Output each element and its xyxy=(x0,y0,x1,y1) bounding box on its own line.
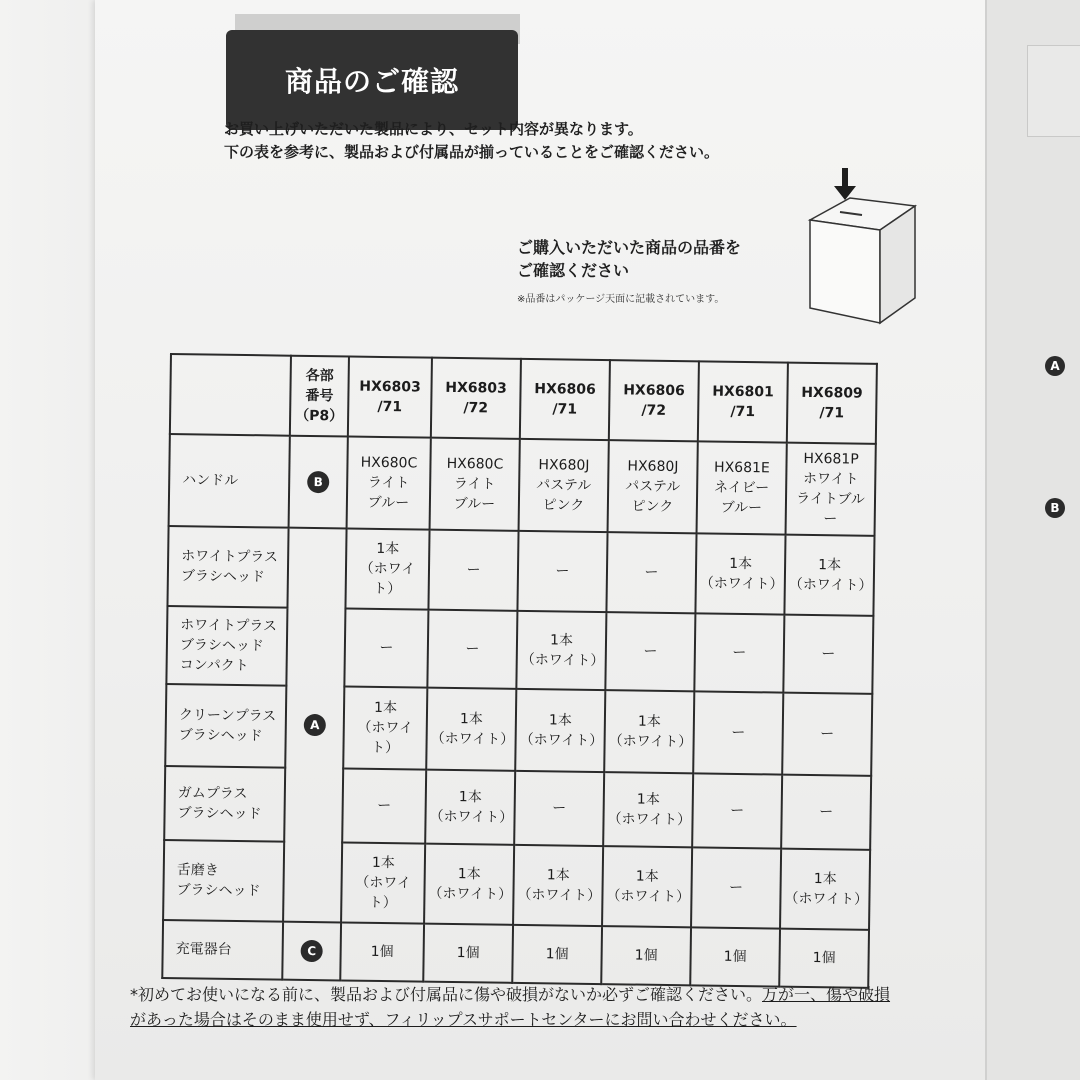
brush-head-value-line: 1本 xyxy=(548,712,572,729)
brush-head-value-cell xyxy=(341,842,425,923)
brush-head-value-line: ー xyxy=(552,800,567,817)
contents-table xyxy=(161,353,965,989)
brush-head-value-line: （ホワイト） xyxy=(784,890,869,908)
model-code-line: HX6803 xyxy=(445,379,507,397)
brush-head-value-cell xyxy=(514,771,604,846)
brush-head-value-line: ー xyxy=(466,562,481,579)
adjacent-marker-b: B xyxy=(1045,498,1065,518)
header-ref-line: 各部 xyxy=(305,367,334,385)
ref-cell-handle xyxy=(289,436,348,529)
model-header-cell xyxy=(431,358,521,439)
table-row-brush-head xyxy=(164,766,960,851)
handle-value-line: HX680C xyxy=(446,455,504,473)
brush-head-value-line: ー xyxy=(730,802,745,820)
handle-value-line: ブルー xyxy=(367,494,410,512)
row-label-brush-head xyxy=(167,526,288,608)
handle-value-line: HX680J xyxy=(627,458,679,476)
purchase-note: ※品番はパッケージ天面に記載されています。 xyxy=(517,294,725,305)
brush-head-value-cell xyxy=(780,849,870,930)
handle-value-cell xyxy=(786,443,876,536)
brush-head-value-cell xyxy=(605,612,695,691)
brush-head-value-line: 1本 xyxy=(549,632,574,649)
brush-head-value-cell xyxy=(691,847,781,928)
handle-value-cell xyxy=(697,441,787,534)
brush-head-value-line: 1本 xyxy=(376,540,400,558)
handle-value-line: ピンク xyxy=(631,498,674,516)
charger-value-cell: 1個 xyxy=(690,927,780,986)
ref-badge-a: A xyxy=(304,714,326,736)
ref-cell-charger xyxy=(282,922,341,981)
section-title: 商品のご確認 xyxy=(284,65,459,98)
brush-head-value-line: ー xyxy=(555,563,570,580)
brush-head-value-cell xyxy=(427,610,517,689)
handle-value-line: ブルー xyxy=(453,495,496,513)
charger-value-cell: 1個 xyxy=(779,929,869,988)
brush-head-value-cell xyxy=(344,608,428,687)
brush-head-label-line: ガムプラス xyxy=(177,785,248,803)
brush-head-value-line: （ホワイト） xyxy=(430,730,515,748)
table-row-brush-head xyxy=(165,684,961,777)
handle-value-line: HX681P xyxy=(803,450,859,468)
brush-head-value-cell xyxy=(603,772,693,847)
model-header-cell xyxy=(520,359,610,440)
brush-head-value-line: 1本 xyxy=(636,791,660,808)
brush-head-label-line: ブラシヘッド xyxy=(176,882,261,900)
row-label-brush-head xyxy=(164,766,285,842)
brush-head-value-line: 1本 xyxy=(546,867,570,884)
brush-head-value-line: （ホワイト） xyxy=(699,575,784,593)
charger-value-cell: 1個 xyxy=(512,925,602,984)
adjacent-page-panel xyxy=(1027,45,1080,137)
brush-head-value-line: 1本 xyxy=(457,866,481,883)
brush-head-value-line: 1本 xyxy=(813,871,837,888)
table-row-brush-head xyxy=(167,526,963,617)
brush-head-value-line: （ホワイト） xyxy=(359,560,416,598)
brush-head-label-line: ホワイトプラス xyxy=(181,548,279,566)
handle-value-line: HX680C xyxy=(360,454,418,472)
handle-value-cell xyxy=(430,438,520,531)
brush-head-value-cell xyxy=(516,611,606,690)
table-row-brush-head xyxy=(166,606,962,695)
brush-head-value-line: ー xyxy=(644,564,659,581)
package-box-illustration xyxy=(800,168,920,328)
handle-value-line: HX681E xyxy=(713,459,770,477)
brush-head-value-cell xyxy=(692,773,782,848)
footnote-part-1: *初めてお使いになる前に、製品および付属品に傷や破損がないか必ずご確認ください。 xyxy=(130,985,763,1004)
row-label-brush-head xyxy=(165,684,286,768)
header-empty-cell xyxy=(170,354,291,436)
down-arrow-icon xyxy=(834,168,856,200)
brush-head-value-line: 1本 xyxy=(729,555,753,573)
ref-badge-b: B xyxy=(307,471,329,493)
brush-head-value-cell xyxy=(343,686,427,769)
brush-head-value-cell xyxy=(695,533,785,614)
brush-head-label-line: ブラシヘッド xyxy=(180,568,265,586)
handle-value-line: ライトブルー xyxy=(796,490,865,528)
brush-head-value-line: ー xyxy=(728,879,744,897)
purchase-line-2: ご確認ください xyxy=(517,261,630,280)
header-ref-line: （P8） xyxy=(295,407,344,425)
brush-head-value-line: （ホワイト） xyxy=(608,733,693,751)
table-row-charger xyxy=(162,920,958,989)
brush-head-value-cell xyxy=(784,535,874,616)
brush-head-value-line: ー xyxy=(819,804,834,821)
footnote-part-3: があった場合はそのまま使用せず、フィリップスサポートセンターにお問い合わせください。 xyxy=(130,1010,797,1029)
handle-value-line: パステル xyxy=(625,478,681,496)
model-header-cell xyxy=(787,363,877,444)
model-code-line: /71 xyxy=(730,403,756,421)
brush-head-value-line: （ホワイト） xyxy=(519,731,604,750)
brush-head-value-line: （ホワイト） xyxy=(606,888,691,906)
brush-head-value-cell xyxy=(604,690,694,773)
table-header-row xyxy=(170,354,966,445)
brush-head-value-cell xyxy=(517,531,607,612)
purchase-line-1: ご購入いただいた商品の品番を xyxy=(517,238,742,257)
brush-head-value-line: 1本 xyxy=(373,699,398,717)
charger-value-cell: 1個 xyxy=(601,926,691,985)
brush-head-value-line: 1本 xyxy=(371,854,395,872)
model-code-line: /71 xyxy=(552,401,578,418)
brush-head-value-line: 1本 xyxy=(459,711,483,728)
ref-badge-c: C xyxy=(301,940,323,962)
brush-head-value-cell xyxy=(783,615,873,694)
brush-head-value-line: ー xyxy=(731,724,746,742)
brush-head-label-line: クリーンプラス xyxy=(178,707,277,725)
intro-line-2: 下の表を参考に、製品および付属品が揃っていることをご確認ください。 xyxy=(224,143,720,161)
handle-value-line: パステル xyxy=(536,477,592,494)
brush-head-value-line: （ホワイト） xyxy=(517,886,602,905)
brush-head-value-line: （ホワイト） xyxy=(428,885,513,903)
brush-head-value-line: 1本 xyxy=(637,713,661,730)
ref-cell-brush-heads xyxy=(283,528,346,923)
brush-head-label-line: 舌磨き xyxy=(176,862,219,879)
brush-head-value-cell xyxy=(693,691,783,774)
brush-head-value-cell xyxy=(513,845,603,926)
row-label-charger: 充電器台 xyxy=(162,920,283,980)
handle-value-line: ホワイト xyxy=(802,470,859,488)
model-code-line: HX6803 xyxy=(359,378,421,396)
brush-head-value-line: 1本 xyxy=(818,557,842,574)
footnote xyxy=(130,982,980,1032)
brush-head-value-cell xyxy=(345,528,429,609)
brush-head-value-line: ー xyxy=(379,639,394,657)
brush-head-label-line: ブラシヘッド xyxy=(179,637,265,655)
brush-head-value-cell xyxy=(781,775,871,850)
row-label-brush-head xyxy=(166,606,287,686)
brush-head-value-cell xyxy=(425,770,515,845)
handle-value-line: ピンク xyxy=(542,497,585,514)
brush-head-value-line: ー xyxy=(465,641,480,658)
brush-head-value-cell xyxy=(342,768,426,843)
charger-value-cell: 1個 xyxy=(423,924,513,983)
brush-head-value-cell xyxy=(606,532,696,613)
model-header-cell xyxy=(698,361,788,442)
row-label-handle: ハンドル xyxy=(169,434,290,528)
model-code-line: HX6806 xyxy=(534,381,596,398)
brush-head-value-line: ー xyxy=(821,646,836,663)
handle-value-line: ネイビー xyxy=(713,479,770,497)
brush-head-value-line: （ホワイト） xyxy=(429,808,514,826)
brush-head-value-line: （ホワイト） xyxy=(788,576,873,594)
model-code-line: /72 xyxy=(463,400,489,417)
model-code-line: /71 xyxy=(377,398,403,416)
brush-head-value-line: ー xyxy=(643,643,658,660)
header-ref-line: 番号 xyxy=(305,387,334,405)
brush-head-label-line: ホワイトプラス xyxy=(180,617,278,635)
brush-head-value-line: （ホワイト） xyxy=(355,874,412,912)
row-label-brush-head xyxy=(163,840,284,922)
brush-head-value-line: （ホワイト） xyxy=(520,651,605,670)
brush-head-value-line: 1本 xyxy=(635,868,659,885)
section-title-box xyxy=(226,30,518,130)
brush-head-value-cell xyxy=(515,689,605,772)
brush-head-value-cell xyxy=(424,844,514,925)
handle-value-line: ライト xyxy=(453,475,496,493)
handle-value-line: ブルー xyxy=(720,499,763,517)
brush-head-value-cell xyxy=(428,530,518,611)
brush-head-value-line: （ホワイト） xyxy=(357,719,414,757)
charger-value-cell: 1個 xyxy=(340,922,424,981)
brush-head-value-cell xyxy=(694,613,784,692)
brush-head-value-line: ー xyxy=(377,797,392,815)
header-ref-cell xyxy=(290,356,349,437)
brush-head-value-line: ー xyxy=(820,726,835,743)
model-code-line: /72 xyxy=(641,402,667,419)
model-code-line: /71 xyxy=(819,405,845,422)
adjacent-marker-a: A xyxy=(1045,356,1065,376)
model-code-line: HX6809 xyxy=(801,384,863,402)
brush-head-label-line: ブラシヘッド xyxy=(178,727,263,745)
brush-head-value-cell xyxy=(782,693,872,776)
brush-head-value-line: 1本 xyxy=(458,789,482,806)
brush-head-label-line: ブラシヘッド xyxy=(177,805,262,823)
model-code-line: HX6806 xyxy=(623,382,685,400)
brush-head-value-line: ー xyxy=(732,644,747,662)
handle-value-cell xyxy=(347,436,431,529)
handle-value-line: HX680J xyxy=(538,457,590,474)
table-row-brush-head xyxy=(163,840,959,931)
brush-head-value-line: （ホワイト） xyxy=(607,811,692,829)
handle-value-cell xyxy=(608,440,698,533)
footnote-part-2: 万が一、傷や破損 xyxy=(762,985,891,1004)
adjacent-page xyxy=(985,0,1080,1080)
intro-text xyxy=(224,118,824,164)
brush-head-label-line: コンパクト xyxy=(179,657,249,675)
model-header-cell xyxy=(348,356,432,437)
brush-head-value-cell xyxy=(602,846,692,927)
intro-line-1: お買い上げいただいた製品により、セット内容が異なります。 xyxy=(224,120,643,138)
model-header-cell xyxy=(609,360,699,441)
model-code-line: HX6801 xyxy=(712,383,774,401)
table-row-handle xyxy=(169,434,965,537)
handle-value-cell xyxy=(519,439,609,532)
purchase-check-text xyxy=(517,236,817,311)
handle-value-line: ライト xyxy=(367,474,410,492)
brush-head-value-cell xyxy=(426,688,516,771)
